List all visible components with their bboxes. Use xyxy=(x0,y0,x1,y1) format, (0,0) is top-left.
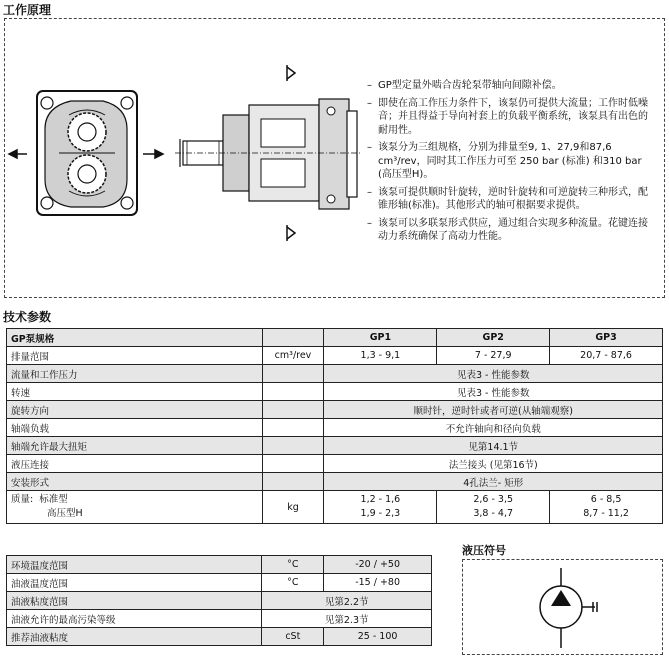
pump-front-view xyxy=(37,91,137,215)
bullet-item: – 该泵分为三组规格，分别为排量至9, 1、27,9和87,6 cm³/rev，同时其工作压力可至 250 bar (标准) 和310 bar (高压型H)。 xyxy=(367,141,653,182)
table-row: 流量和工作压力 见表3 - 性能参数 xyxy=(7,365,663,383)
principle-title: 工作原理 xyxy=(3,3,52,17)
table-row: 排量范围 cm³/rev 1,3 - 9,1 7 - 27,9 20,7 - 87,6 xyxy=(7,347,663,365)
flow-arrow-right xyxy=(143,150,163,158)
table-row: 转速 见表3 - 性能参数 xyxy=(7,383,663,401)
table-header-row xyxy=(7,329,663,347)
gear-pump-drawing xyxy=(5,19,365,297)
table-row: 环境温度范围 °C -20 / +50 xyxy=(7,556,432,574)
symbol-frame xyxy=(462,559,663,655)
section-mark-top xyxy=(287,65,295,81)
bullet-item: – 该泵可以多联泵形式供应，通过组合实现多种流量。花键连接动力系统确保了高动力性能。 xyxy=(367,217,653,244)
table-row: 推荐油液粘度 cSt 25 - 100 xyxy=(7,628,432,646)
params-table xyxy=(6,328,663,524)
flow-arrow-left xyxy=(9,150,27,158)
principle-frame xyxy=(4,18,665,298)
header-label: GP泵规格 xyxy=(7,329,263,347)
table-row: 油液粘度范围 见第2.2节 xyxy=(7,592,432,610)
table-row: 安装形式 4孔法兰- 矩形 xyxy=(7,473,663,491)
header-gp1: GP1 xyxy=(324,329,437,347)
params-title: 技术参数 xyxy=(3,310,52,324)
section-mark-bottom xyxy=(287,225,295,241)
header-gp3: GP3 xyxy=(550,329,663,347)
bullet-item: – GP型定量外啮合齿轮泵带轴向间隙补偿。 xyxy=(367,79,653,93)
symbol-title: 液压符号 xyxy=(462,544,506,557)
table-row: 液压连接 法兰接头 (见第16节) xyxy=(7,455,663,473)
env-table xyxy=(6,555,432,646)
table-row: 油液温度范围 °C -15 / +80 xyxy=(7,574,432,592)
bullet-item: – 即使在高工作压力条件下，该泵仍可提供大流量；工作时低噪音；并且得益于导向衬套上的负载平衡系统，该泵具有出色的耐用性。 xyxy=(367,97,653,138)
pump-side-view xyxy=(175,99,361,209)
table-row: 轴端允许最大扭矩 见第14.1节 xyxy=(7,437,663,455)
table-row: 旋转方向 顺时针，逆时针或者可逆(从轴端观察) xyxy=(7,401,663,419)
table-row: 油液允许的最高污染等级 见第2.3节 xyxy=(7,610,432,628)
table-row: 轴端负载 不允许轴向和径向负载 xyxy=(7,419,663,437)
principle-bullets xyxy=(367,79,653,248)
header-gp2: GP2 xyxy=(437,329,550,347)
bullet-item: – 该泵可提供顺时针旋转，逆时针旋转和可逆旋转三种形式，配锥形轴(标准)。其他形式的轴可根据要求提供。 xyxy=(367,186,653,213)
table-row-mass: 质量: 标准型 高压型H kg 1,2 - 1,6 1,9 - 2,3 2,6 - 3,5 3,8 - 4,7 6 - 8,5 8,7 - 11,2 xyxy=(7,491,663,524)
pump-symbol-icon xyxy=(463,560,662,654)
